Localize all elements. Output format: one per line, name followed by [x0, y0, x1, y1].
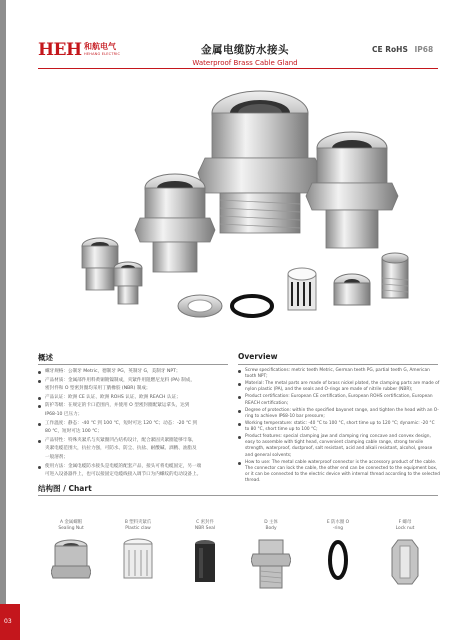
page-number: 03 — [4, 618, 12, 625]
page-side-stripe — [0, 0, 6, 640]
part-plastic-claw — [105, 520, 171, 582]
structure-parts — [38, 520, 438, 600]
part-label-cn: A 金属螺帽 — [60, 520, 82, 525]
overview-cn-item: 80 ℃，短时可达 100 ℃； — [45, 429, 102, 435]
ip-rating: IP68 — [414, 45, 434, 54]
part-lock-nut — [372, 520, 438, 586]
overview-cn-item: 螺牙规格：公制牙 Metric，德制牙 PG，英制牙 G，美制牙 NPT； — [38, 368, 230, 377]
part-label-en: Lock nut — [395, 526, 415, 531]
overview-en-item: How to use: The metal cable waterproof connector is the accessory product of the cable. The connector can lock the cable, the other end can be connected to the equipment box, or it can be connected to the electric device with internal thread according to the selected thread. — [238, 460, 440, 485]
product-photo — [60, 78, 420, 328]
part-sealing-nut — [38, 520, 104, 582]
lock-nut-icon — [390, 538, 420, 586]
overview-cn-item: 工作温度：静态：-40 ℃ 到 100 ℃，短时可达 120 ℃；动态：-20 ℃ 到 — [38, 420, 230, 429]
plastic-claw-photo-icon — [288, 268, 316, 310]
small-gland-icon — [114, 262, 142, 304]
overview-en-item: Screw specifications: metric teeth Metric, German teeth PG, partial teeth G, American tooth NPT; — [238, 368, 440, 380]
logo-brand: HEH — [38, 40, 82, 60]
threaded-body-photo-icon — [382, 253, 408, 298]
part-label-cn: E 防水圈 O — [326, 520, 350, 525]
large-gland-icon — [198, 91, 322, 233]
small-gland-icon — [82, 238, 118, 290]
body-icon — [251, 538, 291, 590]
page-title-english: Waterproof Brass Cable Gland — [192, 59, 298, 67]
part-label-en: Plastic claw — [125, 526, 151, 531]
overview-en-item: Material: The metal parts are made of brass nickel plated, the clamping parts are made of nylon plastic (PA), and the seals and O-rings are made of nitrile rubber (NBR); — [238, 381, 440, 393]
part-o-ring — [305, 520, 371, 582]
page-title-chinese: 金属电缆防水接头 — [201, 44, 289, 56]
overview-cn-item: 产品材质：金属部件用料黄铜镀镍制成，夹紧件用阻燃尼龙料 (PA) 制成， — [38, 377, 230, 386]
overview-cn-item: IP68-10 巴压力； — [45, 411, 83, 417]
overview-en-list — [238, 368, 440, 485]
overview-cn-item: 产品认证：欧洲 CE 认证、欧洲 ROHS 认证、欧洲 REACH 认证； — [38, 394, 230, 403]
part-label-cn: D 主体 — [264, 520, 278, 525]
overview-cn-item: 可进入设备器件上，也可以接固定电缆线接入调节口为内螺纹的电动设备上。 — [45, 472, 202, 478]
o-ring-icon — [326, 538, 350, 582]
nbr-seal-icon — [185, 538, 225, 586]
chart-divider — [38, 495, 438, 496]
overview-en-item: Degree of protection: within the specified bayonet range, and tighten the head with an O-ring to achieve IP68-10 bar pressure; — [238, 408, 440, 420]
part-label-en: Sealing Nut — [58, 526, 84, 531]
part-label-en: Body — [265, 526, 277, 531]
page-title-block — [150, 42, 340, 67]
overview-cn-item: 产品特性：特殊夹紧爪与夹紧圈凹凸结构设计，配合紧固夹紧圈能够牢靠， — [38, 437, 230, 446]
part-label-cn: F 螺母 — [398, 520, 412, 525]
header-divider — [38, 68, 438, 69]
overview-cn-list — [38, 368, 230, 480]
sealing-nut-icon — [51, 538, 91, 582]
part-label-en: -ring — [332, 526, 344, 531]
plastic-claw-icon — [118, 538, 158, 582]
overview-en-item: Product features: special clamping jaw and clamping ring concave and convex design, easy to assemble with tight head, convenient clamping cable range, strong tensile strength, waterproof, dustproof, salt resistant, acid and alkali resistant, alcohol, grease and general solvents; — [238, 434, 440, 459]
overview-cn-item: 一般溶剂； — [45, 454, 68, 460]
part-body — [238, 520, 304, 590]
overview-cn-heading: 概述 — [38, 353, 53, 362]
company-logo — [38, 40, 138, 62]
part-label-cn: C 密封件 — [196, 520, 214, 525]
overview-en-heading: Overview — [238, 352, 278, 361]
cap-nut-photo-icon — [334, 274, 370, 305]
part-label-cn: B 塑料夹紧爪 — [124, 520, 152, 525]
lock-nut-photo-icon — [178, 295, 222, 317]
overview-en-item: Product certification: European CE certification, European ROHS certification, European REACH certification; — [238, 394, 440, 406]
overview-en-item: Working temperature: static: -40 °C to 100 °C, short time up to 120 °C; dynamic: -20 °C to 80 °C, short time up to 100 °C; — [238, 421, 440, 433]
right-gland-icon — [306, 132, 398, 248]
ce-rohs-marks: CE RoHS — [372, 45, 408, 54]
certification-badges — [372, 45, 433, 54]
overview-cn-item: 密封件和 O 型密封圈均采用丁腈橡胶 (NBR) 制成； — [45, 386, 151, 392]
overview-cn-item: 防护等级：在规定的卡口范围内，并使用 O 型密封圈配紧运拿头，达到 — [38, 402, 230, 411]
overview-cn-item: 夹紧电缆范围大，抗拉力强，可防水、防尘、抗盐、耐酸碱、酒精、油脂及 — [45, 446, 197, 452]
overview-cn-item: 使用方法：金属电缆防水接头是电缆的配套产品，接头可将电缆固定，另一端 — [38, 463, 230, 472]
logo-english-name: HEHANG ELECTRIC — [84, 52, 121, 56]
o-ring-photo-icon — [232, 296, 272, 316]
overview-en-divider — [238, 364, 438, 365]
overview-cn-divider — [38, 364, 228, 365]
part-nbr-seal — [172, 520, 238, 586]
chart-heading: 结构图 / Chart — [38, 484, 92, 493]
left-gland-icon — [135, 174, 215, 272]
logo-chinese-name: 和航电气 — [84, 42, 116, 51]
part-label-en: NBR Seal — [194, 526, 216, 531]
